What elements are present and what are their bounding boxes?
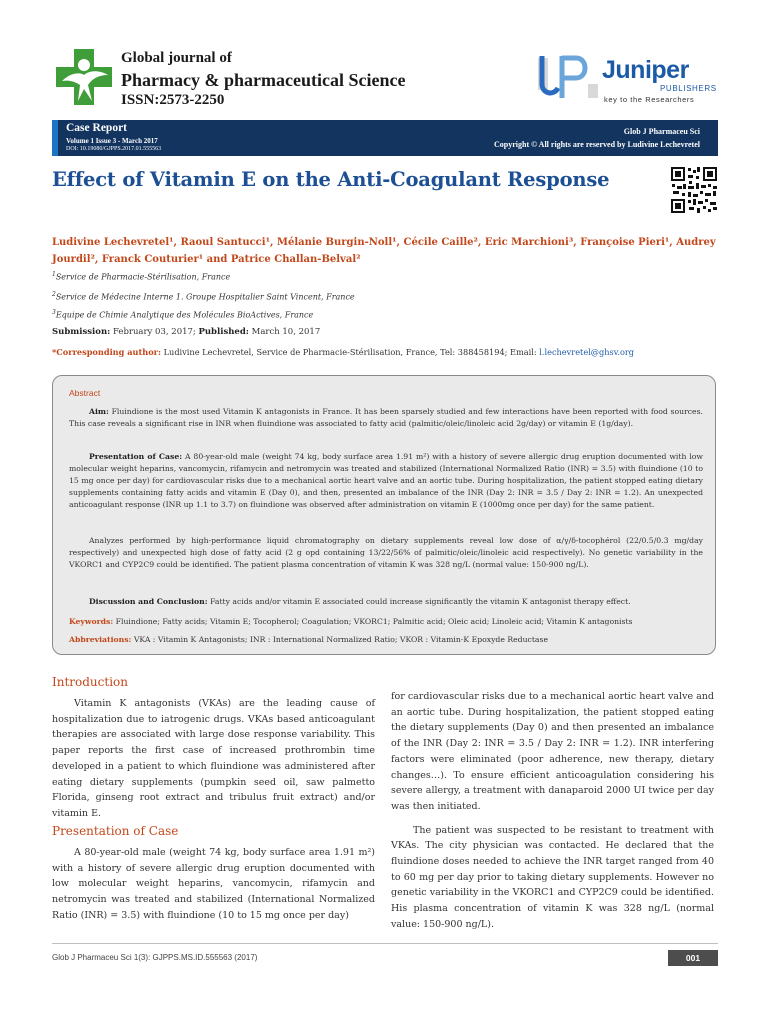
journal-name-line2: Pharmacy & pharmaceutical Science xyxy=(121,70,406,90)
published-label: Published: xyxy=(198,327,249,337)
submission-dates xyxy=(52,327,320,337)
copyright-notice: Copyright © All rights are reserved by Ludivine Lechevretel xyxy=(494,140,700,149)
doi-link[interactable]: DOI: 10.19080/GJPPS.2017.01.555563 xyxy=(66,146,162,152)
banner-accent xyxy=(52,120,58,156)
article-type: Case Report xyxy=(66,122,127,134)
affiliation-number: 2 xyxy=(52,291,56,298)
publisher-name: Juniper xyxy=(602,56,689,84)
footer-divider xyxy=(52,943,718,944)
abstract-case xyxy=(69,451,703,511)
volume-issue: Volume 1 Issue 3 - March 2017 xyxy=(66,137,158,145)
corresponding-author xyxy=(52,347,634,357)
publisher-sub: PUBLISHERS xyxy=(660,84,717,93)
page-number: 001 xyxy=(668,950,718,966)
email-link[interactable]: l.lechevretel@ghsv.org xyxy=(539,347,635,357)
journal-name-line1: Global journal of xyxy=(121,50,232,66)
affiliation-text: Equipe de Chimie Analytique des Molécules BioActives, France xyxy=(55,310,314,320)
submission-date: February 03, 2017; xyxy=(110,327,199,337)
article-title: Effect of Vitamin E on the Anti-Coagulant Response xyxy=(52,168,610,191)
corresponding-label: *Corresponding author: xyxy=(52,347,161,357)
affiliation-number: 3 xyxy=(52,309,56,316)
affiliation-1 xyxy=(52,271,230,282)
corresponding-text: Ludivine Lechevretel, Service de Pharmacie-Stérilisation, France, Tel: 388458194; Email: xyxy=(161,347,540,357)
abbreviations-text: VKA : Vitamin K Antagonists; INR : International Normalized Ratio; VKOR : Vitamin-K Epoxyde Reductase xyxy=(131,635,549,644)
abbreviations-label: Abbreviations: xyxy=(69,635,132,644)
abstract-box xyxy=(52,375,716,655)
affiliation-2 xyxy=(52,291,355,302)
journal-logo-icon xyxy=(52,45,116,109)
discussion-label: Discussion and Conclusion: xyxy=(89,597,208,606)
journal-abbreviation: Glob J Pharmaceu Sci xyxy=(623,127,700,136)
introduction-paragraph: Vitamin K antagonists (VKAs) are the leading cause of hospitalization due to iatrogenic drugs. VKAs based anticoagulant therapies are associated with large dose response variability. This paper reports the first case of increased prothrombin time developed in a patient to which fluindione was administered after eating dietary supplements (pumpkin seed oil, saw palmetto Florida, ginseng root extract and tribulus fruit extract) and/or vitamin E. xyxy=(52,698,375,819)
keywords-label: Keywords: xyxy=(69,617,114,626)
published-date: March 10, 2017 xyxy=(248,327,321,337)
presentation-body xyxy=(52,845,375,924)
abstract-abbreviations xyxy=(69,634,703,646)
abstract-discussion xyxy=(69,596,703,608)
case-label: Presentation of Case: xyxy=(89,452,183,461)
affiliation-3 xyxy=(52,309,313,320)
journal-issn: ISSN:2573-2250 xyxy=(121,92,225,108)
submission-label: Submission: xyxy=(52,327,111,337)
abstract-heading: Abstract xyxy=(69,388,101,398)
aim-label: Aim: xyxy=(89,407,109,416)
presentation-paragraph: A 80-year-old male (weight 74 kg, body surface area 1.91 m²) with a history of severe allergic drug eruption documented with low molecular weight heparins, vancomycin, rifamycin and netromycin was treated and stabilized (International Normalized Ratio (INR) = 3.5) with fluindione (10 to 15 mg once per day) xyxy=(52,847,375,921)
case-text: A 80-year-old male (weight 74 kg, body surface area 1.91 m²) with a history of severe allergic drug eruption documented with low molecular weight heparins, vancomycin, rifamycin and netromycin was treated and stabilized (International Normalized Ratio (INR) = 3.5) with fluindione (10 to 15 mg once per day) for cardiovascular risks due to a mechanical aortic heart valve and an aortic tube. During hospitalization, the patient stopped eating dietary supplements containing fatty acids and vitamin E (Day 0), and then, presented an imbalance of the INR (Day 2: INR = 3.5 / Day 2: INR = 1.2). An unexpected anticoagulant response (INR up 1.1 to 3.7) on fluindione was observed after administration on vitamin E (1000mg once per day) for the same patient. xyxy=(69,452,703,509)
right-column xyxy=(391,689,714,933)
qr-code-icon xyxy=(670,166,718,214)
aim-text: Fluindione is the most used Vitamin K antagonists in France. It has been sparsely studied and few interactions have been reported with food sources. This case reveals a significant rise in INR when fluindione was associated to fatty acid (palmitic/oleic/linoleic acid 2g/day) or vitamin E (1g/day). xyxy=(69,407,703,428)
article-banner xyxy=(52,120,718,156)
right-paragraph-1: for cardiovascular risks due to a mechanical aortic heart valve and an aortic tube. During hospitalization, the patient stopped eating the dietary supplements (Day 0) and then presented an imbalance of the INR (Day 2: INR = 3.5 / Day 2: INR = 1.2). INR interfering factors were eliminated (poor adherence, new therapy, dietary changes…). To ensure efficient anticoagulation considering his severe allergy, a treatment with danaparoid 2000 UI twice per day was then initiated. xyxy=(391,691,714,812)
affiliation-number: 1 xyxy=(52,271,56,278)
introduction-heading: Introduction xyxy=(52,675,128,689)
introduction-body xyxy=(52,696,375,822)
right-paragraph-2: The patient was suspected to be resistant to treatment with VKAs. The city physician was contacted. He declared that the fluindione doses needed to achieve the INR target ranged from 40 to 60 mg per day prior to taking dietary supplements. However no genetic variability in the VKORC1 and CYP2C9 could be identified. His plasma concentration of vitamin K was 328 ng/L (normal value: 150-900 ng/L). xyxy=(391,824,714,930)
juniper-publishers-logo-icon xyxy=(536,54,600,102)
keywords-text: Fluindione; Fatty acids; Vitamin E; Tocopherol; Coagulation; VKORC1; Palmitic acid; Oleic acid; Linoleic acid; Vitamin K antagonists xyxy=(113,617,633,626)
footer-citation: Glob J Pharmaceu Sci 1(3): GJPPS.MS.ID.555563 (2017) xyxy=(52,953,258,962)
affiliation-text: Service de Pharmacie-Stérilisation, France xyxy=(55,272,231,282)
presentation-heading: Presentation of Case xyxy=(52,824,179,838)
abstract-analysis: Analyzes performed by high-performance liquid chromatography on dietary supplements reveal low dose of α/γ/δ-tocophérol (22/0.5/0.3 mg/day respectively) and unexpected high dose of fatty acid (2 g opd containing 13/22/56% of palmitic/oleic/linoleic acid respectively). No genetic variability in the VKORC1 and CYP2C9 could be identified. The patient plasma concentration of vitamin K was 328 ng/L (normal value: 150-900 ng/L). xyxy=(69,536,703,569)
abstract-aim xyxy=(69,406,703,430)
discussion-text: Fatty acids and/or vitamin E associated could increase significantly the vitamin K antagonist therapy effect. xyxy=(207,597,631,606)
publisher-tagline: key to the Researchers xyxy=(604,95,695,104)
affiliation-text: Service de Médecine Interne 1. Groupe Hospitalier Saint Vincent, France xyxy=(55,292,355,302)
abstract-keywords xyxy=(69,616,703,628)
author-list: Ludivine Lechevretel¹, Raoul Santucci¹, Mélanie Burgin-Noll¹, Cécile Caille², Eric Marchioni³, Françoise Pieri¹, Audrey Jourdil², Franck Couturier¹ and Patrice Challan-Belval² xyxy=(52,237,716,265)
